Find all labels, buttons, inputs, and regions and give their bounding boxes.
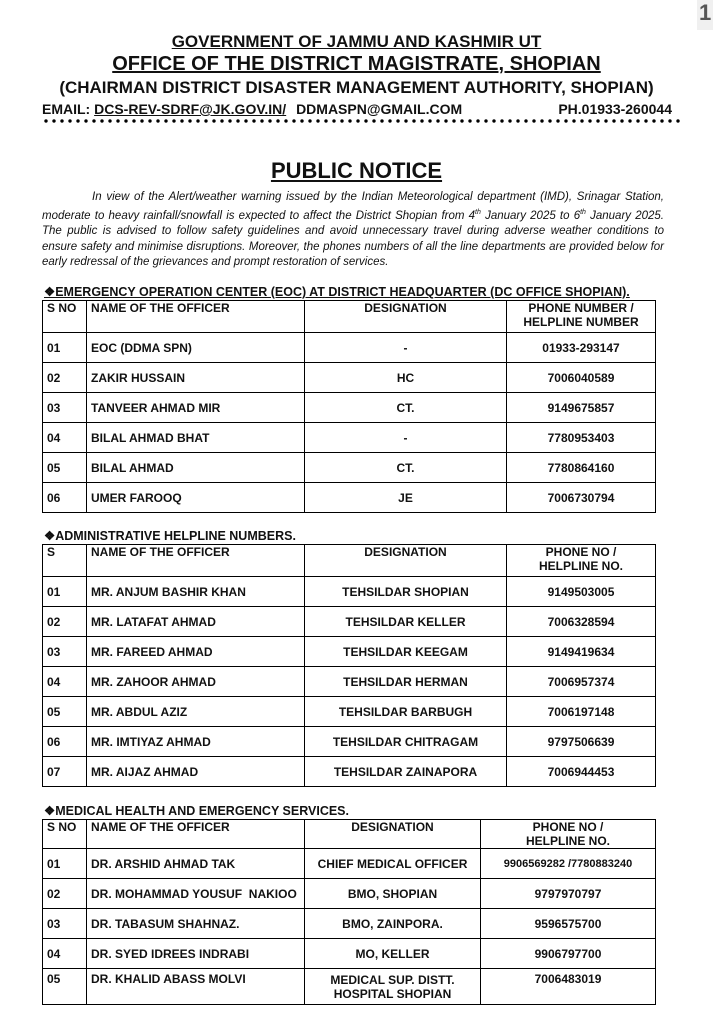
cell-name: BILAL AHMAD BHAT [87,423,305,453]
cell-name: DR. ARSHID AHMAD TAK [87,849,305,879]
table-row [43,577,656,607]
cell-name: MR. LATAFAT AHMAD [87,607,305,637]
table-row [43,667,656,697]
cell-designation: MEDICAL SUP. DISTT. HOSPITAL SHOPIAN [305,969,481,1005]
cell-sno: 05 [43,969,87,1005]
col-header-designation: DESIGNATION [305,301,507,333]
table-row [43,637,656,667]
cell-sno: 07 [43,757,87,787]
cell-designation: CT. [305,453,507,483]
cell-phone: 7006944453 [507,757,656,787]
cell-phone: 9906797700 [481,939,656,969]
cell-sno: 03 [43,909,87,939]
cell-phone: 9149675857 [507,393,656,423]
admin-table [42,544,656,787]
table-header-row [43,545,656,577]
cell-name: MR. IMTIYAZ AHMAD [87,727,305,757]
col-header-designation: DESIGNATION [305,820,481,849]
table-header-row [43,820,656,849]
cell-designation: MO, KELLER [305,939,481,969]
table-row [43,483,656,513]
table-row [43,969,656,1005]
col-header-phone: PHONE NUMBER / HELPLINE NUMBER [507,301,656,333]
table-row [43,757,656,787]
cell-phone: 9797970797 [481,879,656,909]
cell-phone: 9797506639 [507,727,656,757]
cell-name: MR. FAREED AHMAD [87,637,305,667]
col-header-name: NAME OF THE OFFICER [87,820,305,849]
cell-designation: TEHSILDAR KEEGAM [305,637,507,667]
col-header-designation: DESIGNATION [305,545,507,577]
cell-designation: JE [305,483,507,513]
cell-designation: BMO, SHOPIAN [305,879,481,909]
col-header-name: NAME OF THE OFFICER [87,545,305,577]
email-label: EMAIL: [42,101,91,117]
cell-phone: 7006957374 [507,667,656,697]
cell-phone: 7780864160 [507,453,656,483]
table-row [43,879,656,909]
col-header-sno: S NO [43,301,87,333]
cell-designation: TEHSILDAR SHOPIAN [305,577,507,607]
table-row [43,393,656,423]
cell-designation: TEHSILDAR ZAINAPORA [305,757,507,787]
cell-designation: - [305,423,507,453]
dotted-divider [42,118,682,124]
cell-designation: TEHSILDAR CHITRAGAM [305,727,507,757]
cell-phone: 01933-293147 [507,333,656,363]
office-phone: PH.01933-260044 [558,101,672,117]
contact-line [42,101,672,117]
cell-name: DR. MOHAMMAD YOUSUF NAKIOO [87,879,305,909]
col-header-sno: S NO [43,820,87,849]
cell-designation: HC [305,363,507,393]
cell-name: DR. TABASUM SHAHNAZ. [87,909,305,939]
cell-name: MR. AIJAZ AHMAD [87,757,305,787]
table-row [43,849,656,879]
office-heading: OFFICE OF THE DISTRICT MAGISTRATE, SHOPIAN [112,53,601,75]
cell-designation: TEHSILDAR HERMAN [305,667,507,697]
email-link-2[interactable]: DDMASPN@GMAIL.COM [296,101,463,117]
cell-designation: - [305,333,507,363]
cell-phone: 7780953403 [507,423,656,453]
cell-sno: 04 [43,939,87,969]
table-row [43,363,656,393]
cell-sno: 06 [43,727,87,757]
section-title-admin: ❖ADMINISTRATIVE HELPLINE NUMBERS. [44,529,296,543]
cell-sno: 04 [43,667,87,697]
notice-paragraph: In view of the Alert/weather warning issued by the Indian Meteorological department (IMD), Srinagar Station, moderate to heavy rainfall/snowfall is expected to affect the District Shopian from 4th January 2025 to 6th January 2025. The public is advised to follow safety guidelines and avoid unnecessary travel during adverse weather conditions to ensure safety and minimise disruptions. Moreover, the phones numbers of all the line departments are provided below for early redressal of the grievances and prompt restoration of services. [42,191,664,269]
cell-phone: 9149419634 [507,637,656,667]
cell-designation: TEHSILDAR KELLER [305,607,507,637]
cell-phone: 7006328594 [507,607,656,637]
cell-sno: 02 [43,879,87,909]
cell-sno: 03 [43,637,87,667]
cell-designation: TEHSILDAR BARBUGH [305,697,507,727]
cell-name: TANVEER AHMAD MIR [87,393,305,423]
cell-sno: 04 [43,423,87,453]
cell-name: BILAL AHMAD [87,453,305,483]
table-row [43,909,656,939]
cell-sno: 05 [43,697,87,727]
table-row [43,607,656,637]
cell-designation: CHIEF MEDICAL OFFICER [305,849,481,879]
cell-name: UMER FAROOQ [87,483,305,513]
table-row [43,697,656,727]
section-title-medical: ❖MEDICAL HEALTH AND EMERGENCY SERVICES. [44,804,349,818]
medical-table [42,819,656,1005]
notice-title: PUBLIC NOTICE [270,158,443,183]
col-header-name: NAME OF THE OFFICER [87,301,305,333]
cell-sno: 05 [43,453,87,483]
section-title-eoc: ❖EMERGENCY OPERATION CENTER (EOC) AT DISTRICT HEADQUARTER (DC OFFICE SHOPIAN). [44,285,630,299]
cell-phone: 7006040589 [507,363,656,393]
cell-designation: BMO, ZAINPORA. [305,909,481,939]
table-header-row [43,301,656,333]
cell-name: DR. KHALID ABASS MOLVI [87,969,305,1005]
authority-heading: (CHAIRMAN DISTRICT DISASTER MANAGEMENT AUTHORITY, SHOPIAN) [59,78,654,97]
table-row [43,423,656,453]
table-row [43,727,656,757]
government-heading: GOVERNMENT OF JAMMU AND KASHMIR UT [171,32,542,51]
cell-sno: 01 [43,577,87,607]
cell-sno: 01 [43,333,87,363]
cell-sno: 02 [43,607,87,637]
cell-phone: 7006730794 [507,483,656,513]
cell-designation: CT. [305,393,507,423]
cell-name: DR. SYED IDREES INDRABI [87,939,305,969]
col-header-phone: PHONE NO / HELPLINE NO. [507,545,656,577]
page-number-fragment: 1 [697,0,713,30]
cell-name: MR. ZAHOOR AHMAD [87,667,305,697]
cell-name: MR. ABDUL AZIZ [87,697,305,727]
cell-name: ZAKIR HUSSAIN [87,363,305,393]
cell-sno: 01 [43,849,87,879]
cell-name: MR. ANJUM BASHIR KHAN [87,577,305,607]
eoc-table [42,300,656,513]
cell-sno: 06 [43,483,87,513]
table-row [43,939,656,969]
col-header-phone: PHONE NO / HELPLINE NO. [481,820,656,849]
cell-phone: 7006483019 [481,969,656,1005]
cell-phone: 9596575700 [481,909,656,939]
cell-phone: 9149503005 [507,577,656,607]
table-row [43,333,656,363]
email-link-1[interactable]: DCS-REV-SDRF@JK.GOV.IN/ [94,101,287,117]
table-row [43,453,656,483]
cell-sno: 02 [43,363,87,393]
cell-sno: 03 [43,393,87,423]
col-header-sno: S [43,545,87,577]
cell-phone: 7006197148 [507,697,656,727]
cell-phone: 9906569282 /7780883240 [481,849,656,879]
cell-name: EOC (DDMA SPN) [87,333,305,363]
